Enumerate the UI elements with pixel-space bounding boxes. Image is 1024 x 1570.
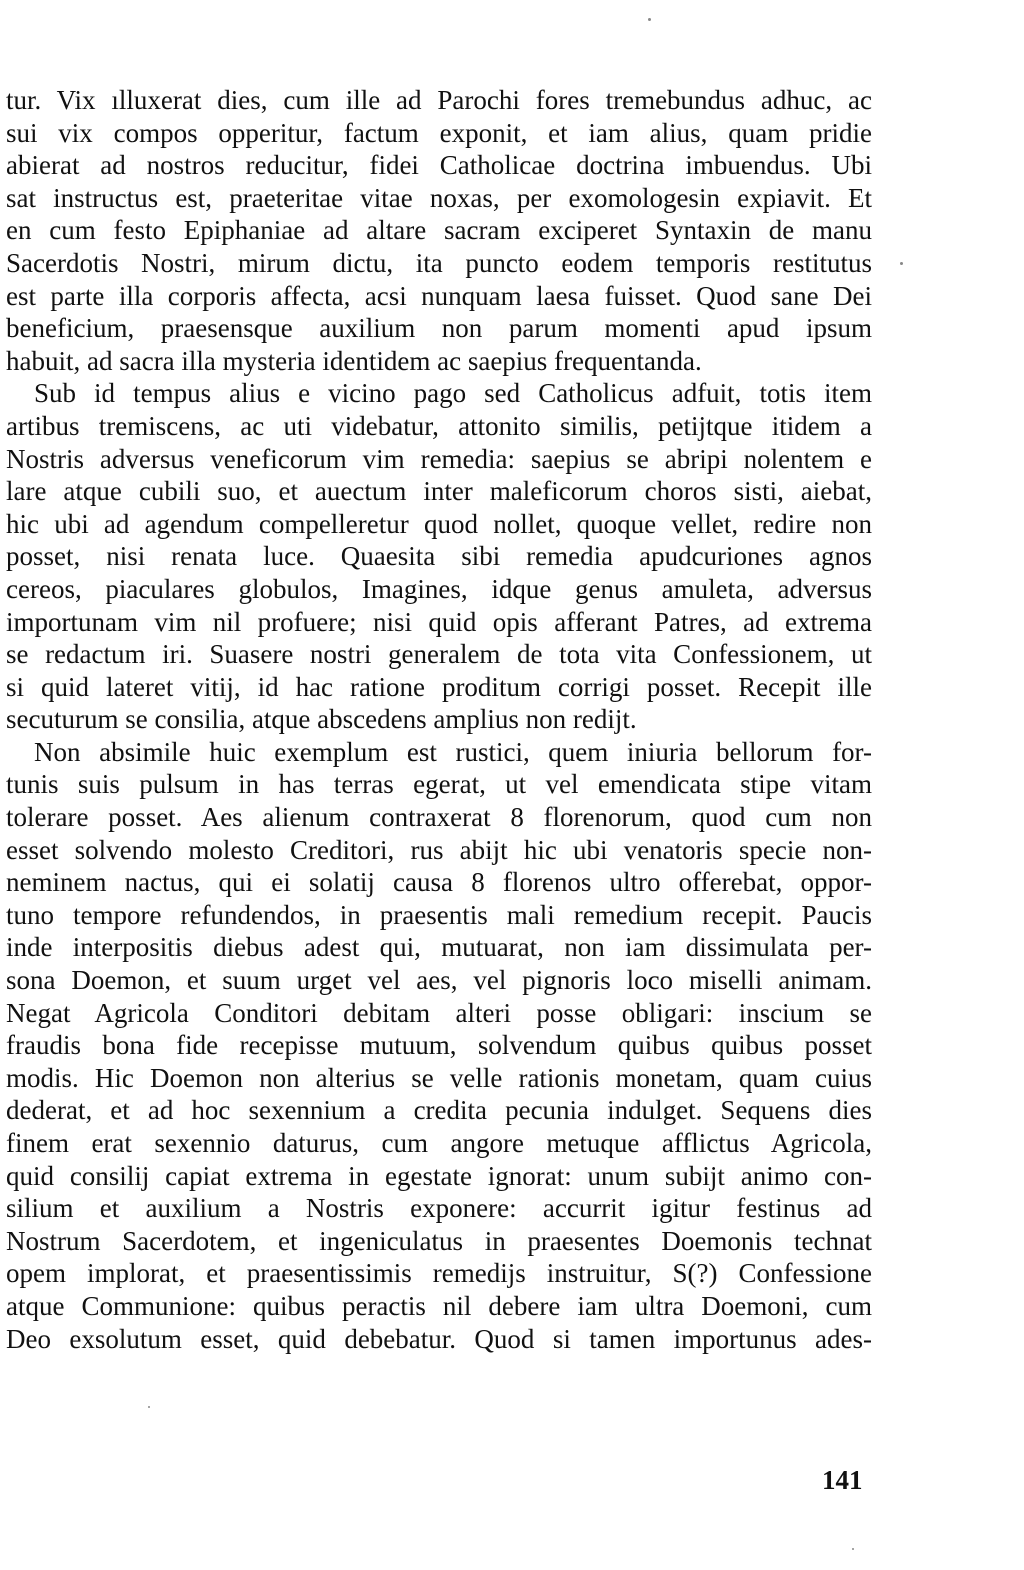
text-line: Negat Agricola Conditori debitam alteri posse obligari: inscium se xyxy=(6,997,872,1028)
text-line: tolerare posset. Aes alienum contraxerat 8 florenorum, quod cum non xyxy=(6,802,872,833)
text-line: opem implorat, et praesentissimis remedijs instruitur, S(?) Confessione xyxy=(6,1258,872,1289)
text-line: esset solvendo molesto Creditori, rus abijt hic ubi venatoris specie non- xyxy=(6,834,872,865)
text-line: sat instructus est, praeteritae vitae noxas, per exomologesin expiavit. Et xyxy=(6,182,872,213)
scan-speck xyxy=(900,262,903,265)
scan-speck xyxy=(852,1548,854,1550)
text-line: Sub id tempus alius e vicino pago sed Catholicus adfuit, totis item xyxy=(34,378,872,409)
text-line: quid consilij capiat extrema in egestate ignorat: unum subijt animo con- xyxy=(6,1160,872,1191)
text-line: en cum festo Epiphaniae ad altare sacram exciperet Syntaxin de manu xyxy=(6,215,872,246)
text-line: beneficium, praesensque auxilium non parum momenti apud ipsum xyxy=(6,313,872,344)
text-line: fraudis bona fide recepisse mutuum, solvendum quibus quibus posset xyxy=(6,1030,872,1061)
text-line: modis. Hic Doemon non alterius se velle rationis monetam, quam cuius xyxy=(6,1062,872,1093)
text-line: Sacerdotis Nostri, mirum dictu, ita puncto eodem temporis restitutus xyxy=(6,247,872,278)
text-line: lare atque cubili suo, et auectum inter maleficorum choros sisti, aiebat, xyxy=(6,476,872,507)
text-line: Nostrum Sacerdotem, et ingeniculatus in praesentes Doemonis technat xyxy=(6,1225,872,1256)
text-line: inde interpositis diebus adest qui, mutuarat, non iam dissimulata per- xyxy=(6,932,872,963)
text-line: sui vix compos opperitur, factum exponit, et iam alius, quam pridie xyxy=(6,117,872,148)
text-line: hic ubi ad agendum compelleretur quod nollet, quoque vellet, redire non xyxy=(6,508,872,539)
text-line: est parte illa corporis affecta, acsi nunquam laesa fuisset. Quod sane Dei xyxy=(6,280,872,311)
text-line: dederat, et ad hoc sexennium a credita pecunia indulget. Sequens dies xyxy=(6,1095,872,1126)
text-line: tuno tempore refundendos, in praesentis mali remedium recepit. Paucis xyxy=(6,899,872,930)
text-line: neminem nactus, qui ei solatij causa 8 florenos ultro offerebat, oppor- xyxy=(6,867,872,898)
scan-speck xyxy=(648,18,651,21)
text-line: artibus tremiscens, ac uti videbatur, attonito similis, petijtque itidem a xyxy=(6,410,872,441)
text-line: abierat ad nostros reducitur, fidei Catholicae doctrina imbuendus. Ubi xyxy=(6,150,872,181)
text-line: tur. Vix ıl͏luxerat dies, cum ille ad Parochi fores tremebundus adhuc, ac xyxy=(6,85,872,115)
text-line: silium et auxilium a Nostris exponere: accurrit igitur festinus ad xyxy=(6,1193,872,1224)
text-line: atque Communione: quibus peractis nil debere iam ultra Doemoni, cum xyxy=(6,1290,872,1321)
text-line: Nostris adversus veneficorum vim remedia: saepius se abripi nolentem e xyxy=(6,443,872,474)
body-text xyxy=(6,84,872,1355)
text-line: si quid lateret vitij, id hac ratione proditum corrigi posset. Recepit ille xyxy=(6,671,872,702)
text-line: importunam vim nil profuere; nisi quid opis afferant Patres, ad extrema xyxy=(6,606,872,637)
text-line: Deo exsolutum esset, quid debebatur. Quod si tamen importunus ades- xyxy=(6,1323,872,1354)
text-line: Non absimile huic exemplum est rustici, quem iniuria bellorum for- xyxy=(34,736,872,767)
text-line: se redactum iri. Suasere nostri generalem de tota vita Confessionem, ut xyxy=(6,639,872,670)
text-line: habuit, ad sacra illa mysteria identidem ac saepius frequentanda. xyxy=(6,345,702,376)
text-line: posset, nisi renata luce. Quaesita sibi remedia apudcuriones agnos xyxy=(6,541,872,572)
text-line: finem erat sexennio daturus, cum angore metuque afflictus Agricola, xyxy=(6,1128,872,1158)
text-line: cereos, piaculares globulos, Imagines, idque genus amuleta, adversus xyxy=(6,573,872,604)
page-number: 141 xyxy=(822,1465,863,1495)
text-line: secuturum se consilia, atque abscedens amplius non redijt. xyxy=(6,704,637,735)
text-line: tunis suis pulsum in has terras egerat, ut vel emendicata stipe vitam xyxy=(6,769,872,800)
scan-speck xyxy=(148,1406,150,1408)
text-line: sona Doemon, et suum urget vel aes, vel pignoris loco miselli animam. xyxy=(6,965,872,996)
